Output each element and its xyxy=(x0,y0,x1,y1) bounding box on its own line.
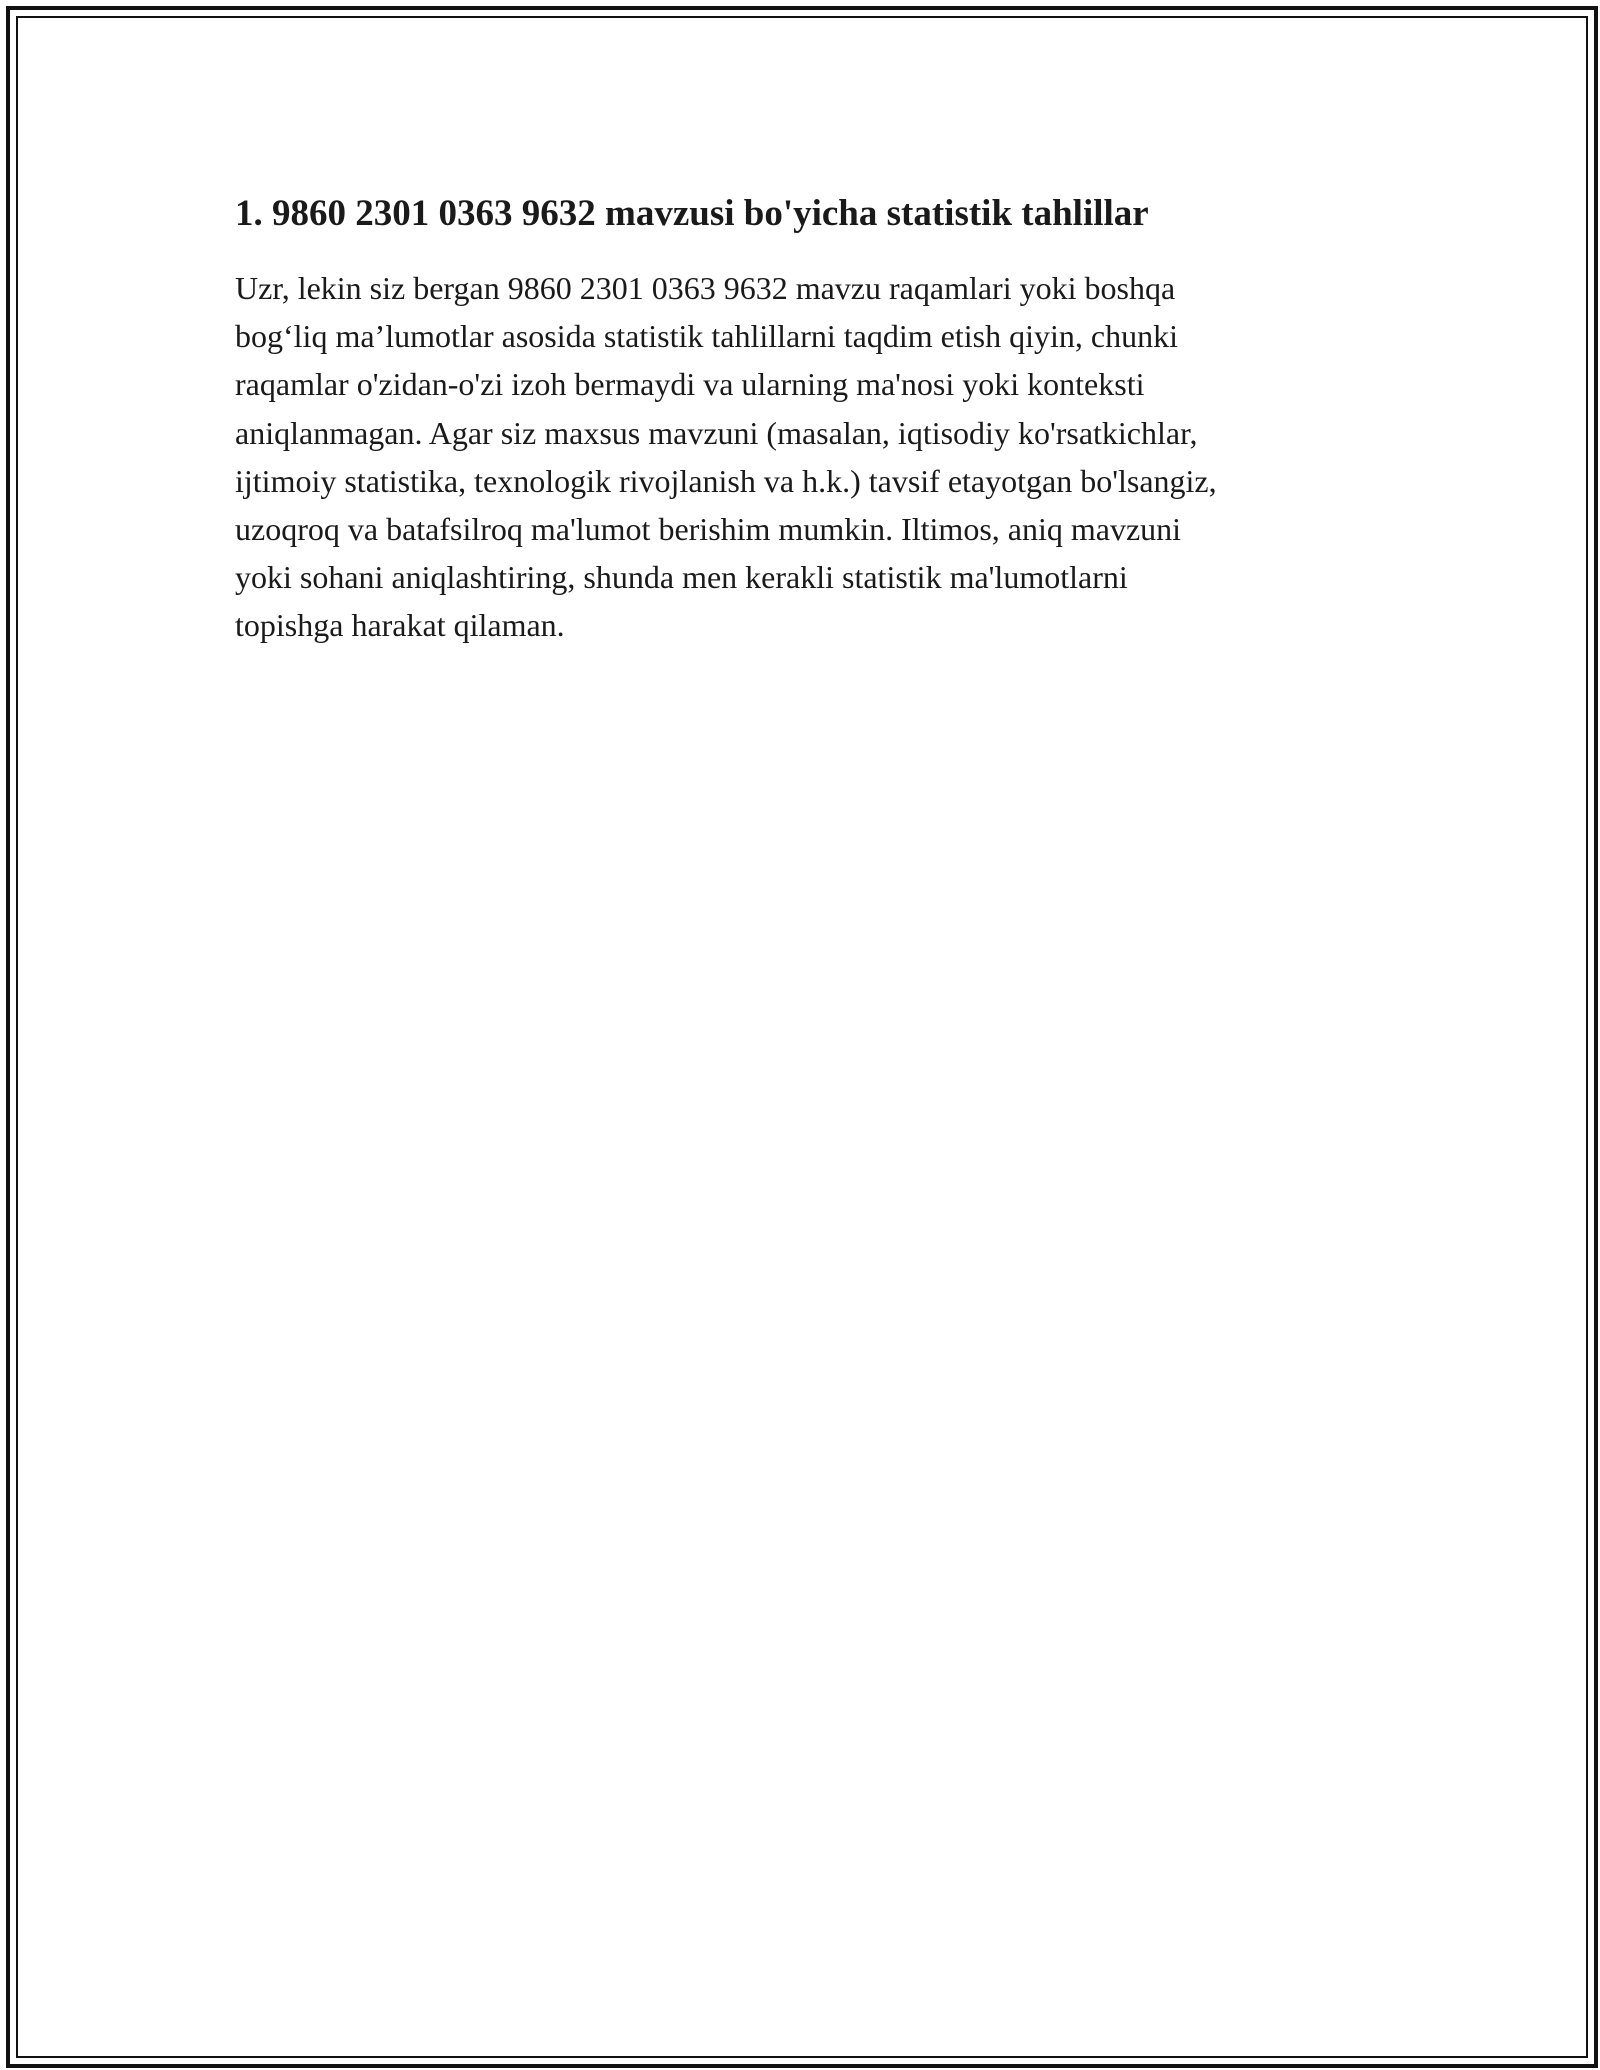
document-content xyxy=(235,186,1375,650)
document-title: 1. 9860 2301 0363 9632 mavzusi bo'yicha statistik tahlillar xyxy=(235,193,1149,234)
document-body-paragraph: Uzr, lekin siz bergan 9860 2301 0363 9632 mavzu raqamlari yoki boshqa bog‘liq ma’lumotlar asosida statistik tahlillarni taqdim etish qiyin, chunki raqamlar o'zidan-o'zi izoh bermaydi va ularning ma'nosi yoki konteksti aniqlanmagan. Agar siz maxsus mavzuni (masalan, iqtisodiy ko'rsatkichlar, ijtimoiy statistika, texnologik rivojlanish va h.k.) tavsif etayotgan bo'lsangiz, uzoqroq va batafsilroq ma'lumot berishim mumkin. Iltimos, aniq mavzuni yoki sohani aniqlashtiring, shunda men kerakli statistik ma'lumotlarni topishga harakat qilaman. xyxy=(235,270,1217,644)
